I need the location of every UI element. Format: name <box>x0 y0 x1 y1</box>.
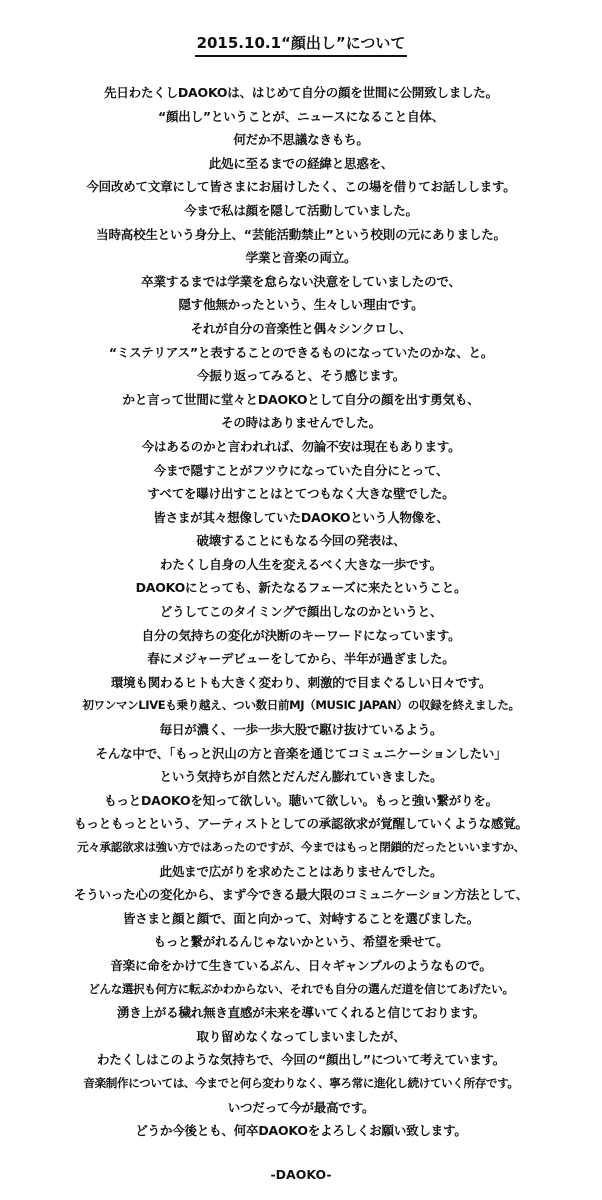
body-line: 取り留めなくなってしまいましたが、 <box>196 1028 406 1044</box>
body-line: 今まで私は顔を隠して活動していました。 <box>184 202 418 218</box>
body-line: DAOKOにとっても、新たなるフェーズに来たということ。 <box>135 580 467 596</box>
body-line: 湧き上がる穢れ無き直感が未来を導いてくれると信じております。 <box>116 1005 485 1021</box>
body-line: 今まで隠すことがフツウになっていた自分にとって、 <box>153 462 449 478</box>
body-line: 自分の気持ちの変化が決断のキーワードになっています。 <box>141 627 461 643</box>
body-line: 今回改めて文章にして皆さまにお届けしたく、この場を借りてお話しします。 <box>86 179 516 195</box>
body-line: 此処に至るまでの経緯と思惑を、 <box>208 155 394 171</box>
body-line: そんな中で、「もっと沢山の方と音楽を通じてコミュニケーションしたい」 <box>95 745 507 761</box>
body-line: 毎日が濃く、一歩一歩大股で駆け抜けているよう。 <box>159 722 443 738</box>
body-line: もっと繋がれるんじゃないかという、希望を乗せて。 <box>153 934 449 950</box>
body-line: 隠す他無かったという、生々しい理由です。 <box>178 297 424 313</box>
body-line: 今振り返ってみると、そう感じます。 <box>196 368 406 384</box>
body-line: 何だか不思議なきもち。 <box>233 132 369 148</box>
body-line: その時はありませんでした。 <box>221 415 381 431</box>
title-underline <box>195 34 408 57</box>
body-line: 環境も関わるヒトも大きく変わり、刺激的で目まぐるしい日々です。 <box>110 674 492 690</box>
body-line: すべてを曝け出すことはとてつもなく大きな壁でした。 <box>147 486 455 502</box>
body-line: わたくしはこのような気持ちで、今回の“顔出し”について考えています。 <box>96 1052 505 1068</box>
body-line: 春にメジャーデビューをしてから、半年が過ぎました。 <box>147 651 455 667</box>
body-line: どんな選択も何方に転ぶかわからない、それでも自分の選んだ道を信じてあげたい。 <box>88 981 514 996</box>
body-line: 卒業するまでは学業を怠らない決意をしていましたので、 <box>141 273 461 289</box>
body-line: 今はあるのかと言われれば、勿論不安は現在もあります。 <box>141 438 461 454</box>
body-line: という気持ちが自然とだんだん膨れていきました。 <box>159 769 443 785</box>
body-line: かと言って世間に堂々とDAOKOとして自分の顔を出す勇気も、 <box>122 391 480 407</box>
body-line: 元々承認欲求は強い方ではあったのですが、今まではもっと閉鎖的だったといいますか、 <box>77 840 525 854</box>
body-line: そういった心の変化から、まず今できる最大限のコミュニケーション方法として、 <box>73 887 529 903</box>
body-line: わたくし自身の人生を変えるべく大きな一歩です。 <box>160 556 442 572</box>
body-line: 先日わたくしDAOKOは、はじめて自分の顔を世間に公開致しました。 <box>104 85 498 100</box>
body-line: それが自分の音楽性と偶々シンクロし、 <box>190 320 412 336</box>
body-line: 破壊することにもなる今回の発表は、 <box>196 533 406 549</box>
body-line: いつだって今が最高です。 <box>227 1099 375 1115</box>
body-line: “ミステリアス”と表することのできるものになっていたのかな、と。 <box>108 344 494 360</box>
statement-body <box>0 81 602 1143</box>
body-line: 当時高校生という身分上、“芸能活動禁止”という校則の元にありました。 <box>96 226 506 242</box>
body-line: 初ワンマンLIVEも乗り越え、つい数日前MJ（MUSIC JAPAN）の収録を終えました。 <box>82 698 520 713</box>
body-line: どうしてこのタイミングで顔出しなのかというと、 <box>159 604 443 620</box>
body-line: 皆さまと顔と顔で、面と向かって、対峙することを選びました。 <box>122 910 480 926</box>
page-title: 2015.10.1“顔出し”について <box>196 34 406 52</box>
body-line: 皆さまが其々想像していたDAOKOという人物像を、 <box>153 509 449 525</box>
body-line: 此処まで広がりを求めたことはありませんでした。 <box>159 863 443 879</box>
body-line: 学業と音楽の両立。 <box>245 250 357 266</box>
body-line: もっとDAOKOを知って欲しい。聴いて欲しい。もっと強い繋がりを。 <box>104 792 498 808</box>
body-line: 音楽制作については、今までと何ら変わりなく、寧ろ常に進化し続けていく所存です。 <box>83 1075 519 1090</box>
signature: -DAOKO- <box>270 1167 332 1182</box>
body-line: もっともっとという、アーティストとしての承認欲求が覚醒していくような感覚。 <box>74 816 528 832</box>
body-line: “顔出し”ということが、ニュースになること自体、 <box>157 108 444 124</box>
body-line: 音楽に命をかけて生きているぶん、日々ギャンブルのようなもので。 <box>110 957 492 973</box>
body-line: どうか今後とも、何卒DAOKOをよろしくお願い致します。 <box>135 1123 467 1139</box>
